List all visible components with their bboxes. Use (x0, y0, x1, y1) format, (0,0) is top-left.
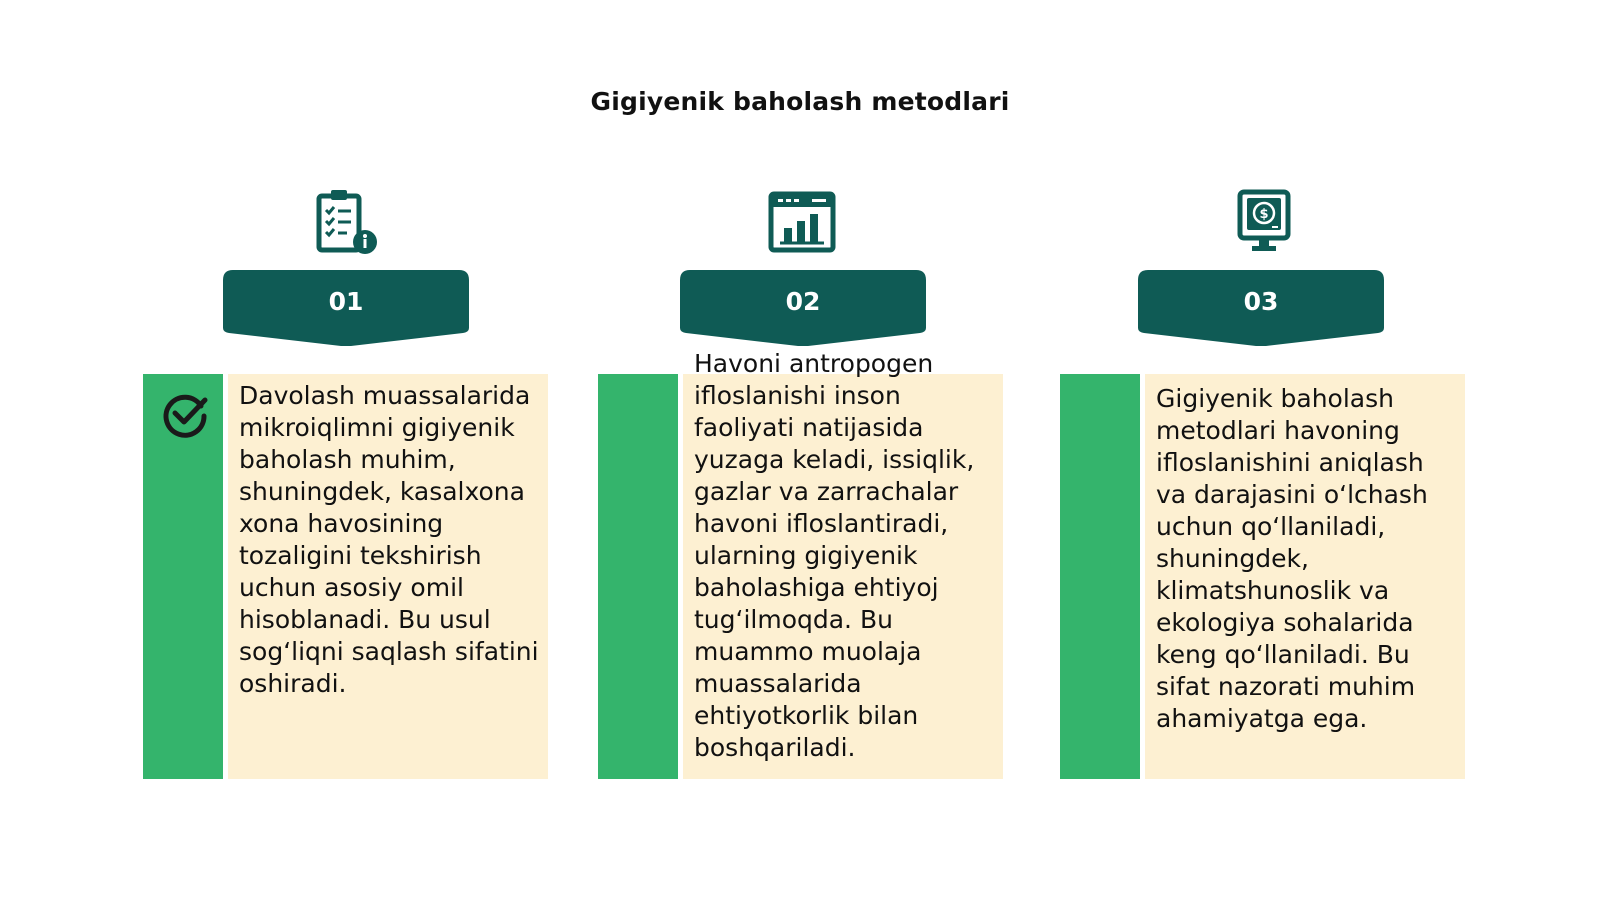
step-badge-02 (680, 270, 926, 346)
step-description: Davolash muassalarida mikroiqlimni gigiyenik baholash muhim, shuningdek, kasalxona xona havosining tozaligini tekshirish uchun asosiy omil hisoblanadi. Bu usul sog‘liqni saqlash sifatini oshiradi. (239, 381, 539, 698)
page-title: Gigiyenik baholash metodlari (590, 87, 1010, 116)
accent-bar (598, 374, 678, 779)
bar-chart-window-icon (768, 188, 836, 256)
step-badge-01 (223, 270, 469, 346)
step-column-2 (598, 0, 1008, 900)
step-badge-03 (1138, 270, 1384, 346)
step-number: 02 (785, 287, 821, 316)
step-column-3 (1060, 0, 1470, 900)
accent-bar (143, 374, 223, 779)
dollar-monitor-icon (1230, 188, 1298, 256)
step-description: Gigiyenik baholash metodlari havoning ifloslanishini aniqlash va darajasini o‘lchash uchun qo‘llaniladi, shuningdek, klimatshunoslik va ekologiya sohalarida keng qo‘llaniladi. Bu sifat nazorati muhim ahamiyatga ega. (1156, 384, 1428, 733)
accent-bar (1060, 374, 1140, 779)
step-description: Havoni antropogen ifloslanishi inson faoliyati natijasida yuzaga keladi, issiqlik, gazlar va zarrachalar havoni ifloslantiradi, ularning gigiyenik baholashiga ehtiyoj tug‘ilmoqda. Bu muammo muolaja muassalarida ehtiyotkorlik bilan boshqariladi. (694, 349, 975, 762)
step-number: 01 (328, 287, 364, 316)
step-number: 03 (1243, 287, 1279, 316)
clipboard-checklist-info-icon (313, 188, 381, 256)
step-column-1 (143, 0, 553, 900)
checkmark-circle-icon (159, 388, 211, 440)
svg-text:$: $ (1259, 207, 1269, 222)
